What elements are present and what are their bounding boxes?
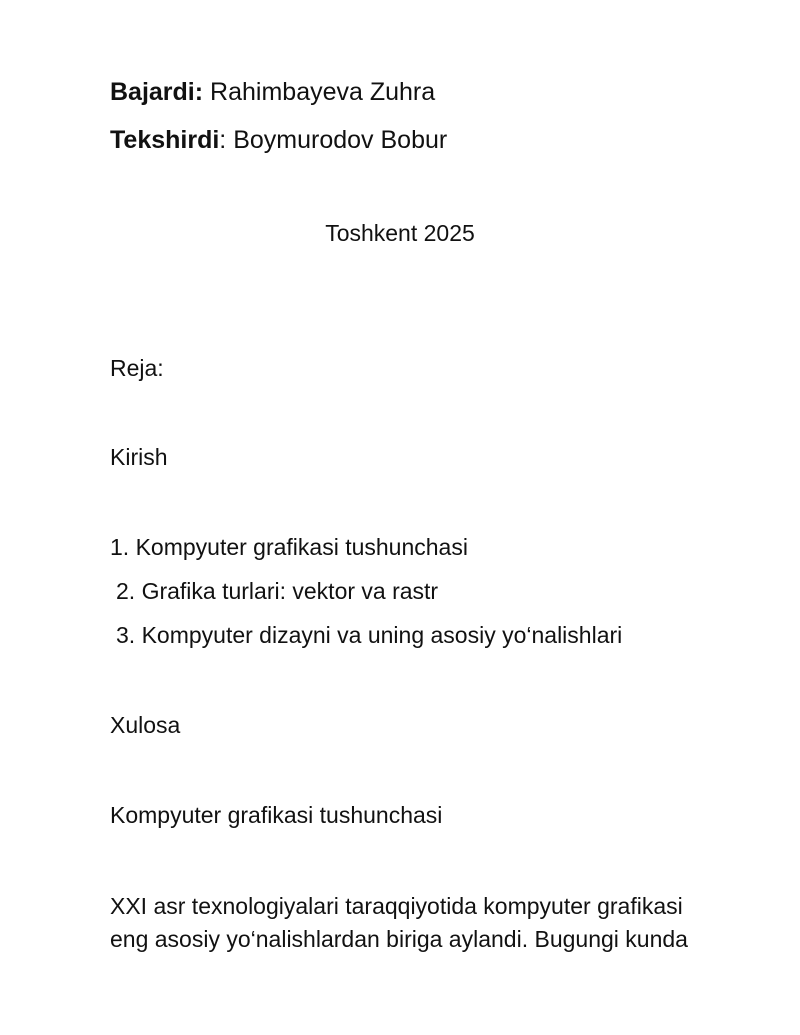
- performer-line: [110, 77, 435, 107]
- performer-label: Bajardi:: [110, 78, 204, 106]
- paragraph-line-1: XXI asr texnologiyalari taraqqiyotida kompyuter grafikasi: [110, 893, 683, 919]
- checker-label: Tekshirdi: [110, 126, 220, 154]
- paragraph-line-2: eng asosiy yo‘nalishlardan biriga aylandi. Bugungi kunda: [110, 926, 688, 952]
- city-year: Toshkent 2025: [325, 220, 475, 246]
- plan-intro: Kirish: [110, 444, 168, 470]
- checker-name: Boymurodov Bobur: [233, 126, 448, 154]
- plan-title: Reja:: [110, 355, 164, 381]
- checker-line: [110, 125, 447, 155]
- plan-item-3: 3. Kompyuter dizayni va uning asosiy yo‘nalishlari: [116, 622, 623, 648]
- section-heading: Kompyuter grafikasi tushunchasi: [110, 802, 443, 828]
- plan-item-1: 1. Kompyuter grafikasi tushunchasi: [110, 534, 468, 560]
- plan-item-2: 2. Grafika turlari: vektor va rastr: [116, 578, 439, 604]
- plan-conclusion: Xulosa: [110, 712, 181, 738]
- performer-name: Rahimbayeva Zuhra: [210, 78, 436, 106]
- checker-colon: :: [219, 126, 227, 154]
